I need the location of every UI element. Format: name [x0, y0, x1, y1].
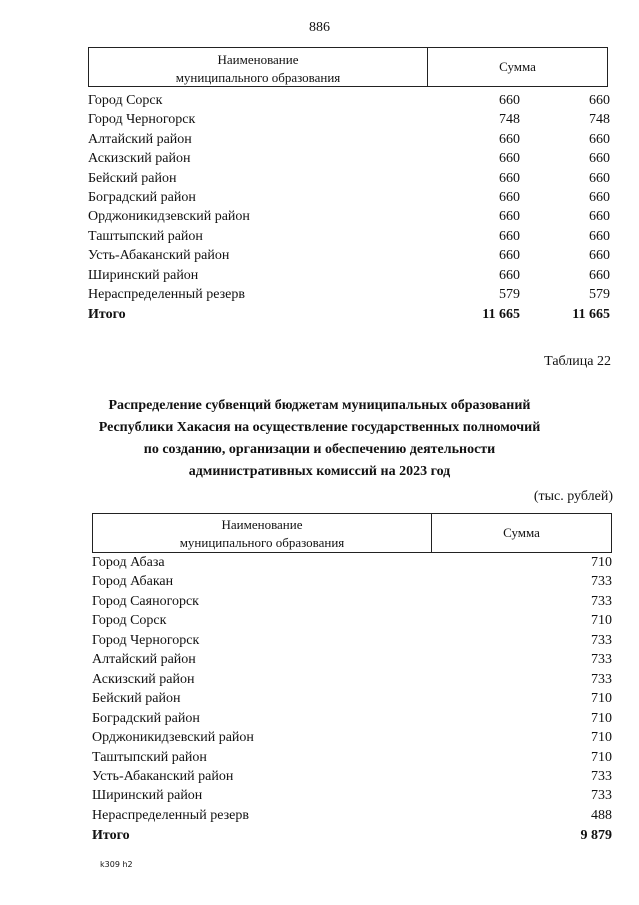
table-row	[92, 553, 612, 572]
table-2-header-name-cell	[93, 514, 432, 552]
row-value-2: 660	[589, 151, 610, 167]
row-name: Город Саяногорск	[92, 593, 199, 609]
table-row	[92, 592, 612, 611]
table-label: Таблица 22	[544, 354, 611, 369]
table-row	[92, 748, 612, 767]
row-value-2: 660	[589, 209, 610, 225]
table-row	[88, 110, 610, 129]
table-1-header-sum-cell: Сумма	[499, 59, 536, 74]
table-row	[92, 650, 612, 669]
row-value: 710	[591, 730, 612, 746]
row-value: 733	[591, 768, 612, 784]
row-name: Аскизский район	[88, 151, 191, 167]
row-value: 488	[591, 807, 612, 823]
table-row	[88, 285, 610, 304]
row-name: Алтайский район	[88, 131, 192, 147]
row-value: 733	[591, 652, 612, 668]
table-row	[88, 149, 610, 168]
row-name: Усть-Абаканский район	[88, 248, 230, 264]
row-value: 733	[591, 671, 612, 687]
row-name: Усть-Абаканский район	[92, 768, 234, 784]
table-1-header	[88, 47, 608, 87]
row-name: Алтайский район	[92, 652, 196, 668]
table-row	[88, 246, 610, 265]
row-value-1: 660	[499, 228, 520, 244]
row-value-1: 660	[499, 170, 520, 186]
table-row	[92, 786, 612, 805]
row-value: 733	[591, 788, 612, 804]
row-value-2: 660	[589, 93, 610, 108]
total-value-1: 11 665	[482, 307, 520, 323]
row-value: 710	[591, 749, 612, 765]
row-name: Бейский район	[88, 170, 177, 186]
row-name: Город Сорск	[88, 93, 163, 108]
units-label: (тыс. рублей)	[533, 489, 613, 504]
row-name: Боградский район	[92, 710, 200, 726]
table-2-header-sum-cell: Сумма	[503, 525, 540, 540]
table-row	[92, 670, 612, 689]
title-line: административных комиссий на 2023 год	[188, 464, 451, 479]
row-value-2: 660	[589, 248, 610, 264]
title-line: Республики Хакасия на осуществление государственных полномочий	[98, 420, 541, 435]
row-value: 733	[591, 593, 612, 609]
row-value-2: 748	[589, 112, 610, 128]
row-value-1: 660	[499, 93, 520, 108]
header-name-line2: муниципального образования	[175, 70, 341, 85]
row-name: Город Черногорск	[92, 632, 200, 648]
table-row	[88, 169, 610, 188]
row-value: 710	[591, 710, 612, 726]
row-value-2: 660	[589, 228, 610, 244]
row-value: 733	[591, 632, 612, 648]
header-name-line2: муниципального образования	[179, 535, 345, 550]
total-row	[92, 826, 612, 845]
table-row	[92, 611, 612, 630]
title-line: по созданию, организации и обеспечению деятельности	[143, 442, 496, 457]
table-row	[92, 709, 612, 728]
row-value-2: 660	[589, 190, 610, 205]
total-label: Итого	[92, 828, 130, 844]
row-value-1: 660	[499, 248, 520, 264]
table-row	[88, 188, 610, 207]
row-value-1: 660	[499, 267, 520, 283]
row-value-1: 660	[499, 209, 520, 225]
total-row	[88, 305, 610, 324]
footer-code: k309 h2	[100, 860, 133, 869]
total-label: Итого	[88, 307, 126, 323]
row-name: Аскизский район	[92, 671, 195, 687]
row-value-1: 660	[499, 151, 520, 167]
page-number: 886	[309, 20, 330, 35]
row-name: Ширинский район	[92, 788, 203, 804]
row-name: Орджоникидзевский район	[92, 730, 254, 746]
row-value-1: 660	[499, 131, 520, 147]
row-value-2: 579	[589, 287, 610, 302]
table-row	[92, 631, 612, 650]
table-row	[92, 806, 612, 825]
title-line: Распределение субвенций бюджетам муниципальных образований	[108, 398, 531, 413]
row-name: Город Сорск	[92, 613, 167, 629]
row-value-1: 660	[499, 190, 520, 205]
table-row	[88, 266, 610, 285]
table-1-header-name-cell	[89, 48, 428, 86]
row-value-2: 660	[589, 170, 610, 186]
row-name: Город Черногорск	[88, 112, 196, 128]
table-row	[88, 91, 610, 110]
table-row	[92, 728, 612, 747]
row-name: Город Абакан	[92, 574, 174, 590]
table-row	[92, 689, 612, 708]
row-name: Бейский район	[92, 691, 181, 707]
row-name: Таштыпский район	[88, 228, 203, 244]
table-row	[88, 130, 610, 149]
row-value-1: 748	[499, 112, 520, 128]
row-name: Боградский район	[88, 190, 196, 205]
header-name-line1: Наименование	[217, 52, 299, 67]
table-row	[88, 227, 610, 246]
table-2-header	[92, 513, 612, 553]
row-value-2: 660	[589, 267, 610, 283]
row-name: Ширинский район	[88, 267, 199, 283]
table-row	[88, 207, 610, 226]
table-row	[92, 572, 612, 591]
row-value: 733	[591, 574, 612, 590]
row-name: Орджоникидзевский район	[88, 209, 250, 225]
row-name: Город Абаза	[92, 555, 165, 570]
table-row	[92, 767, 612, 786]
row-name: Нераспределенный резерв	[88, 287, 245, 302]
header-name-line1: Наименование	[221, 517, 303, 532]
total-value-2: 11 665	[572, 307, 610, 323]
row-value: 710	[591, 691, 612, 707]
row-value-2: 660	[589, 131, 610, 147]
total-value: 9 879	[580, 828, 612, 844]
row-value: 710	[591, 555, 612, 570]
row-name: Таштыпский район	[92, 749, 207, 765]
row-value: 710	[591, 613, 612, 629]
row-value-1: 579	[499, 287, 520, 302]
row-name: Нераспределенный резерв	[92, 807, 249, 823]
